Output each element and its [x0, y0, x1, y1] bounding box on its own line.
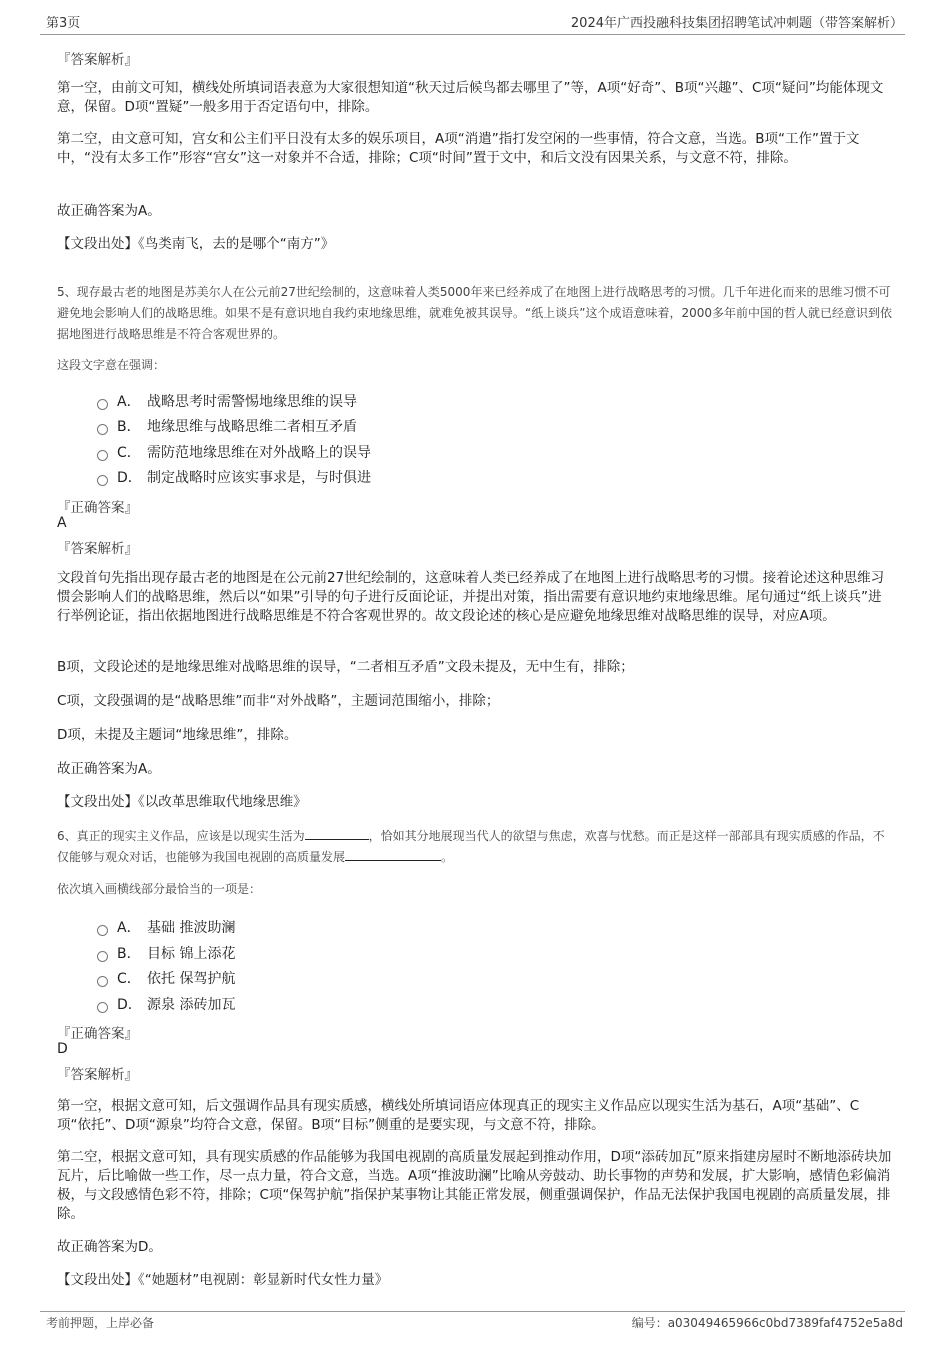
stem-part: ，恰如其分地展现当代人的欲望与焦虑，欢喜与忧愁。而正是这样一部部具有现实质感的作品，不仅能够与观众对话，也能够为我国电视剧的高质量发展	[57, 829, 885, 864]
analysis-paragraph: D项，未提及主题词“地缘思维”，排除。	[57, 727, 298, 743]
analysis-paragraph: 第二空，根据文意可知，具有现实质感的作品能够为我国电视剧的高质量发展起到推动作用，D项“添砖加瓦”原来指建房屋时不断地添砖块加瓦片，后比喻做一些工作，尽一点力量，符合文意，当选。A项“推波助澜”比喻从旁鼓动、助长事物的声势和发展，扩大影响，感情色彩偏消极，与文段感情色彩不符，排除；C项“保驾护航”指保护某事物让其能正常发展，侧重强调保护，作品无法保护我国电视剧的高质量发展，排除。	[57, 1149, 892, 1222]
correct-answer: D	[57, 1041, 68, 1057]
source: 【文段出处】《以改革思维取代地缘思维》	[57, 794, 307, 810]
source: 【文段出处】《“她题材”电视剧：彰显新时代女性力量》	[57, 1272, 389, 1288]
radio-icon[interactable]	[97, 976, 108, 987]
option-c[interactable]	[97, 442, 371, 462]
radio-icon[interactable]	[97, 1002, 108, 1013]
option-letter: B．	[117, 419, 141, 435]
option-b[interactable]	[97, 416, 357, 436]
option-a[interactable]	[97, 917, 235, 937]
option-letter: D．	[117, 997, 142, 1013]
radio-icon[interactable]	[97, 424, 108, 435]
question-prompt: 这段文字意在强调：	[57, 358, 166, 372]
option-letter: A．	[117, 394, 141, 410]
option-letter: B．	[117, 946, 141, 962]
radio-icon[interactable]	[97, 450, 108, 461]
conclusion: 故正确答案为D。	[57, 1239, 162, 1255]
analysis-paragraph: 文段首句先指出现存最古老的地图是在公元前27世纪绘制的，这意味着人类已经养成了在地图上进行战略思考的习惯。接着论述这种思维习惯会影响人们的战略思维，然后以“如果”引导的句子进行反面论证，并提出对策，指出需要有意识地约束地缘思维。尾句通过“纸上谈兵”进行举例论证，指出依据地图进行战略思维是不符合客观世界的。故文段论述的核心是应避免地缘思维对战略思维的误导，对应A项。	[57, 570, 885, 624]
question-prompt: 依次填入画横线部分最恰当的一项是：	[57, 882, 262, 896]
analysis-paragraph: 第一空，根据文意可知，后文强调作品具有现实质感，横线处所填词语应体现真正的现实主义作品应以现实生活为基石，A项“基础”、C项“依托”、D项“源泉”均符合文意，保留。B项“目标”侧重的是要实现，与文意不符，排除。	[57, 1098, 860, 1133]
analysis-paragraph: 第二空，由文意可知，宫女和公主们平日没有太多的娱乐项目，A项“消遣”指打发空闲的一些事情，符合文意，当选。B项“工作”置于文中，“没有太多工作”形容“宫女”这一对象并不合适，排除；C项“时间”置于文中，和后文没有因果关系，与文意不符，排除。	[57, 131, 860, 166]
document-title: 2024年广西投融科技集团招聘笔试冲刺题（带答案解析）	[570, 16, 903, 31]
option-d[interactable]	[97, 467, 371, 487]
option-letter: D．	[117, 470, 142, 486]
blank-line	[305, 828, 369, 840]
analysis-paragraph: B项，文段论述的是地缘思维对战略思维的误导，“二者相互矛盾”文段未提及，无中生有，排除；	[57, 659, 634, 675]
correct-answer-tag: 『正确答案』	[57, 1026, 138, 1042]
analysis-tag: 『答案解析』	[57, 541, 138, 557]
option-text: 依托 保驾护航	[147, 971, 236, 987]
option-letter: C．	[117, 971, 141, 987]
option-text: 目标 锦上添花	[147, 946, 236, 962]
option-text: 需防范地缘思维在对外战略上的误导	[147, 445, 371, 461]
radio-icon[interactable]	[97, 925, 108, 936]
page-footer	[40, 1311, 905, 1330]
option-text: 地缘思维与战略思维二者相互矛盾	[147, 419, 357, 435]
stem-part: 。	[441, 850, 454, 864]
page-header	[40, 0, 905, 35]
analysis-paragraph: 第一空，由前文可知，横线处所填词语表意为大家很想知道“秋天过后候鸟都去哪里了”等，A项“好奇”、B项“兴趣”、C项“疑问”均能体现文意，保留。D项“置疑”一般多用于否定语句中，排除。	[57, 80, 884, 115]
option-a[interactable]	[97, 391, 357, 411]
question-stem: 5、现存最古老的地图是苏美尔人在公元前27世纪绘制的，这意味着人类5000年来已经养成了在地图上进行战略思考的习惯。几千年进化而来的思维习惯不可避免地会影响人们的战略思维。如果不是有意识地自我约束地缘思维，就难免被其误导。“纸上谈兵”这个成语意味着，2000多年前中国的哲人就已经意识到依据地图进行战略思维是不符合客观世界的。	[57, 285, 892, 341]
stem-part: 6、真正的现实主义作品，应该是以现实生活为	[57, 829, 305, 843]
option-letter: C．	[117, 445, 141, 461]
correct-answer-tag: 『正确答案』	[57, 500, 138, 516]
option-text: 战略思考时需警惕地缘思维的误导	[147, 394, 357, 410]
source: 【文段出处】《鸟类南飞，去的是哪个“南方”》	[57, 236, 335, 252]
correct-answer: A	[57, 515, 67, 531]
blank-line	[345, 849, 441, 861]
conclusion: 故正确答案为A。	[57, 203, 161, 219]
radio-icon[interactable]	[97, 951, 108, 962]
option-text: 源泉 添砖加瓦	[147, 997, 236, 1013]
option-letter: A．	[117, 920, 141, 936]
page-number: 第3页	[46, 16, 81, 31]
conclusion: 故正确答案为A。	[57, 761, 161, 777]
option-c[interactable]	[97, 968, 235, 988]
radio-icon[interactable]	[97, 475, 108, 486]
option-text: 基础 推波助澜	[147, 920, 236, 936]
analysis-paragraph: C项，文段强调的是“战略思维”而非“对外战略”，主题词范围缩小，排除；	[57, 693, 500, 709]
analysis-tag: 『答案解析』	[57, 1067, 138, 1083]
radio-icon[interactable]	[97, 399, 108, 410]
option-b[interactable]	[97, 943, 235, 963]
analysis-tag: 『答案解析』	[57, 52, 138, 68]
option-d[interactable]	[97, 994, 235, 1014]
option-text: 制定战略时应该实事求是，与时俱进	[147, 470, 371, 486]
question-stem	[57, 826, 892, 868]
document-id: 编号：a03049465966c0bd7389faf4752e5a8d	[631, 1316, 903, 1330]
footer-slogan: 考前押题，上岸必备	[46, 1316, 155, 1330]
